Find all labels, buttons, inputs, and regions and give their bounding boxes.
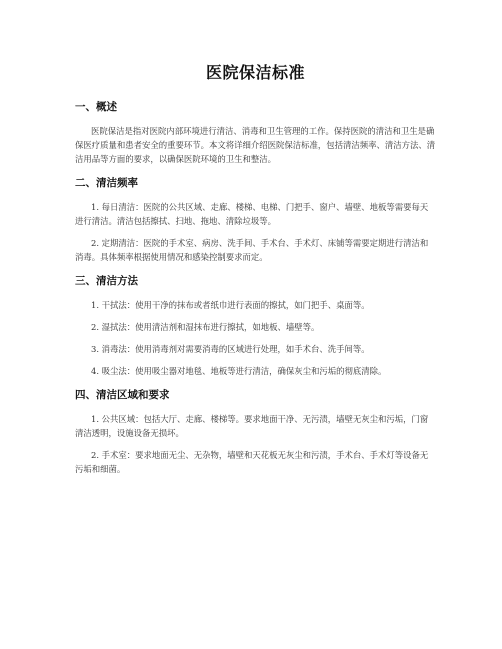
paragraph-daily-cleaning: 1. 每日清洁：医院的公共区域、走廊、楼梯、电梯、门把手、窗户、墙壁、地板等需要每天进行清洁。清洁包括擦拭、扫地、拖地、清除垃圾等。 [75,202,429,226]
paragraph-public-areas: 1. 公共区域：包括大厅、走廊、楼梯等。要求地面干净、无污渍，墙壁无灰尘和污垢，门窗清洁透明，设施设备无损坏。 [75,414,429,438]
document-title: 医院保洁标准 [205,63,305,82]
paragraph-vacuuming: 4. 吸尘法：使用吸尘器对地毯、地板等进行清洁，确保灰尘和污垢的彻底清除。 [91,366,387,376]
paragraph-disinfection: 3. 消毒法：使用消毒剂对需要消毒的区域进行处理，如手术台、洗手间等。 [91,344,370,354]
section-heading-methods: 三、清洁方法 [75,275,138,287]
section-heading-overview: 一、概述 [75,101,117,113]
paragraph-periodic-cleaning: 2. 定期清洁：医院的手术室、病房、洗手间、手术台、手术灯、床铺等需要定期进行清洁和消毒。具体频率根据使用情况和感染控制要求而定。 [75,238,429,262]
section-heading-areas: 四、清洁区域和要求 [75,389,170,401]
paragraph-operating-room: 2. 手术室：要求地面无尘、无杂物，墙壁和天花板无灰尘和污渍，手术台、手术灯等设备无污垢和细菌。 [75,450,429,474]
section-heading-frequency: 二、清洁频率 [75,177,138,189]
paragraph-overview: 医院保洁是指对医院内部环境进行清洁、消毒和卫生管理的工作。保持医院的清洁和卫生是确保医疗质量和患者安全的重要环节。本文将详细介绍医院保洁标准，包括清洁频率、清洁方法、清洁用品等方面的要求，以确保医院环境的卫生和整洁。 [75,126,436,164]
paragraph-dry-wipe: 1. 干拭法：使用干净的抹布或者纸巾进行表面的擦拭，如门把手、桌面等。 [91,300,370,310]
paragraph-wet-wipe: 2. 湿拭法：使用清洁剂和湿抹布进行擦拭，如地板、墙壁等。 [91,322,320,332]
